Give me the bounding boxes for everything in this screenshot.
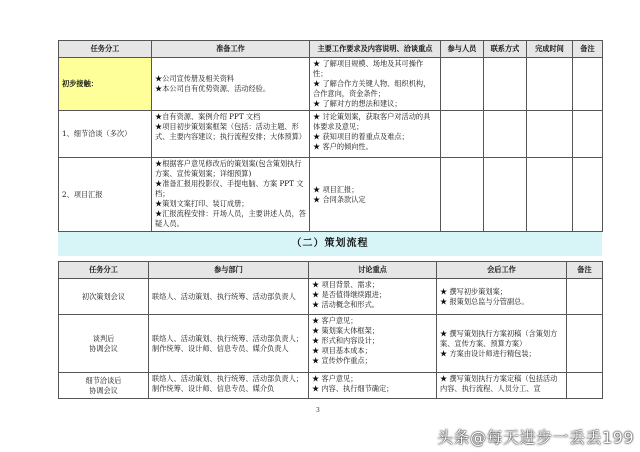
discuss-cell (309, 279, 437, 315)
key-text: ★ 项目汇报； ★ 合同条款认定 (313, 184, 366, 204)
note-cell (573, 58, 603, 111)
contact-cell (484, 158, 527, 232)
dept-cell (149, 315, 309, 373)
note-cell (573, 158, 603, 232)
task-table-1 (58, 40, 603, 232)
after-text: ★ 撰写策划执行方案定稿（包括活动内容、执行流程、人员分工、宣 (440, 374, 558, 393)
phase-text: 初次策划会议 (81, 291, 126, 301)
phase-text: 谈判后 协调会议 (89, 333, 118, 353)
table-row (59, 279, 603, 315)
table1-header-row (59, 41, 603, 58)
section-title: （二）策划流程 (58, 232, 602, 256)
table2-header: 任务分工 (59, 262, 149, 279)
phase-text: 细节洽谈后 协调会议 (85, 375, 122, 395)
table1-header: 联系方式 (484, 41, 527, 58)
table2-header: 参与部门 (149, 262, 309, 279)
note-cell (573, 111, 603, 158)
page-number: 3 (316, 407, 320, 414)
key-text: ★ 了解项目规模、场地及其可操作性； ★ 了解合作方关键人物、组织机构，合作意向，资金条件； ★ 了解对方的想法和建议； (313, 59, 431, 108)
table2-header: 会后工作 (437, 262, 567, 279)
discuss-cell (309, 373, 437, 399)
participants-cell (441, 58, 484, 111)
prep-cell (152, 158, 310, 232)
table2-header: 讨论重点 (309, 262, 437, 279)
after-text: ★ 撰写初步策划案； ★ 报策划总监与分管副总。 (440, 286, 529, 306)
phase-cell (59, 373, 149, 399)
table1-header: 任务分工 (59, 41, 152, 58)
discuss-text: ★ 客户意见； ★ 策划案大体框架； ★ 形式和内容设计； ★ 项目基本成本； ★ 宣传炒作重点； (312, 316, 379, 365)
phase-cell: 初步接触： (59, 58, 152, 111)
watermark: 头条@每天进步一丢丢199 (436, 428, 634, 447)
phase-cell (59, 279, 149, 315)
table2-header: 备注 (567, 262, 603, 279)
participants-cell (441, 111, 484, 158)
table1-header: 参与人员 (441, 41, 484, 58)
prep-cell (152, 58, 310, 111)
prep-text: ★根据客户意见修改后的策划案(包含策划执行方案、宣传策划案；详细预算) ★准备汇报用投影仪、手提电脑、方案 PPT 文档； ★策划文案打印、装订成册； ★汇报流程安排：开场人员，主要讲述人员，答疑人员。 (155, 159, 306, 228)
table-row (59, 373, 603, 399)
dept-cell (149, 373, 309, 399)
phase-cell (59, 315, 149, 373)
after-cell (437, 315, 567, 373)
phase-cell: 2、项目汇报 (59, 158, 152, 232)
deadline-cell (527, 158, 573, 232)
discuss-text: ★ 客户意见； ★ 内容、执行细节确定； (312, 374, 394, 393)
dept-cell (149, 279, 309, 315)
discuss-text: ★ 项目背景、需求； ★ 是否值得继续跟进； ★ 活动概念和形式。 (312, 280, 387, 309)
deadline-cell (527, 58, 573, 111)
table-row (59, 111, 603, 158)
note-cell (567, 279, 603, 315)
after-text: ★ 撰写策划执行方案初稿（含策划方案、宣传方案、预算方案） ★ 方案由设计师进行精包装； (440, 328, 558, 358)
table-row (59, 158, 603, 232)
after-cell (437, 279, 567, 315)
prep-cell (152, 111, 310, 158)
key-cell (310, 58, 441, 111)
dept-text: 联络人、活动策划、执行统筹、活动部负责人；制作统筹、设计师、信息专员、媒介负 (152, 374, 303, 393)
participants-cell (441, 158, 484, 232)
prep-text: ★公司宣传册及相关资料 ★本公司自有优势资源、活动经验。 (155, 74, 271, 93)
dept-text: 联络人、活动策划、执行统筹、活动部负责人；制作统筹、设计师、信息专员、媒介负责人 (152, 333, 303, 353)
after-cell (437, 373, 567, 399)
key-cell (310, 111, 441, 158)
table-row (59, 315, 603, 373)
table1-header: 准备工作 (152, 41, 310, 58)
discuss-cell (309, 315, 437, 373)
contact-cell (484, 111, 527, 158)
deadline-cell (527, 111, 573, 158)
table1-header: 备注 (573, 41, 603, 58)
table1-header: 主要工作要求及内容说明、洽谈重点 (310, 41, 441, 58)
prep-text: ★自有资源、案例介绍 PPT 文档 ★项目初步策划案框架（包括：活动主题、形式、主要内容建议；执行流程安排；大体预算） (155, 112, 306, 141)
dept-text: 联络人、活动策划、执行统筹、活动部负责人 (152, 291, 296, 301)
note-cell (567, 315, 603, 373)
note-cell (567, 373, 603, 399)
key-text: ★ 讨论策划案，获取客户对活动的具体要求及意见； ★ 获知项目的着重点及难点； ★ 客户的倾向性。 (313, 112, 431, 151)
phase-cell: 1、细节洽谈（多次） (59, 111, 152, 158)
contact-cell (484, 58, 527, 111)
table1-header: 完成时间 (527, 41, 573, 58)
key-cell (310, 158, 441, 232)
task-table-2 (58, 261, 603, 399)
table-row (59, 58, 603, 111)
table2-header-row (59, 262, 603, 279)
